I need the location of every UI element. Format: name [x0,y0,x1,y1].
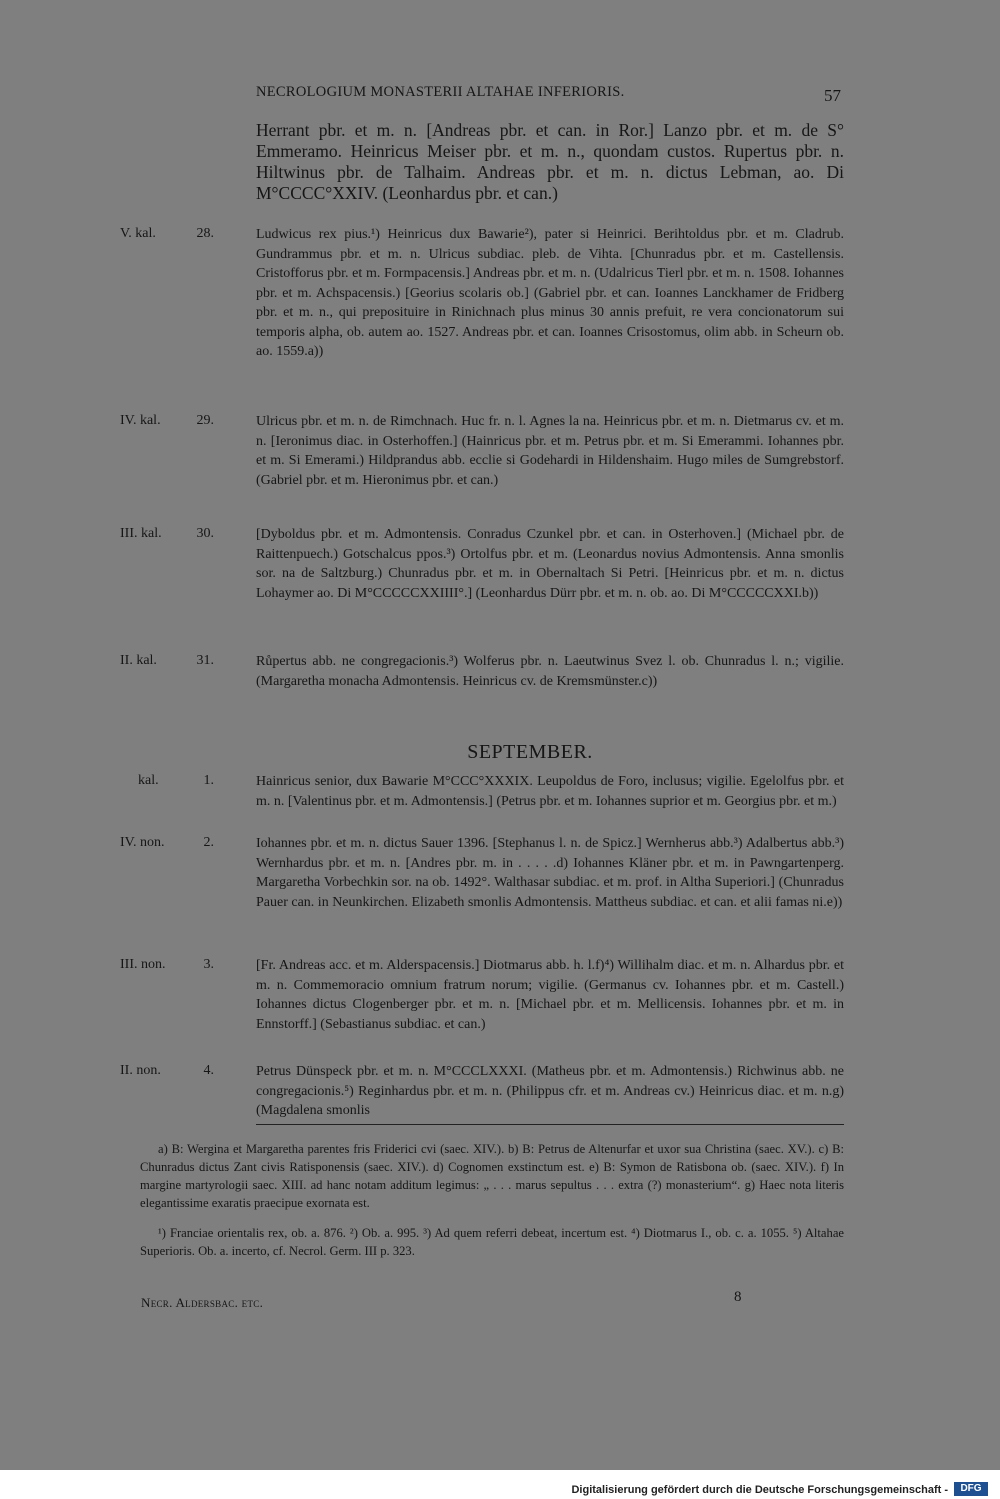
entry-text: Hainricus senior, dux Bawarie M°CCC°XXXIX. Leupoldus de Foro, inclusus; vigilie. Egelolfus pbr. et m. n. [Valentinus pbr. et m. Admontensis.] (Petrus pbr. et m. Iohannes suprior et m. Georgius pbr. et m.) [256,774,844,809]
entry-text: Růpertus abb. ne congregacionis.³) Wolferus pbr. n. Laeutwinus Svez l. ob. Chunradus l. n.; vigilie. (Margaretha monacha Admontensis. Heinricus cv. de Kremsmünster.c)) [256,654,844,689]
day-number: 2. [203,835,214,850]
day-label: kal. [138,773,159,788]
day-label: III. non. [120,957,166,972]
signature-mark: Necr. Aldersbac. etc. [141,1295,264,1310]
page-number: 57 [824,86,841,105]
day-number: 29. [196,413,214,428]
entry-aug-29 [120,412,844,525]
funding-notice: Digitalisierung gefördert durch die Deutsche Forschungsgemeinschaft - [571,1484,948,1496]
entry-sep-2 [120,834,844,956]
entry-text: Petrus Dünspeck pbr. et m. n. M°CCCLXXXI. (Matheus pbr. et m. Admontensis.) Richwinus abb. ne congregacionis.⁵) Reginhardus pbr. et m. n. (Philippus cfr. et m. Andreas cv.) Heinricus diac. et m. n.g) (Magdalena smonlis [256,1064,844,1118]
entry-text: [Fr. Andreas acc. et m. Alderspacensis.] Diotmarus abb. h. l.f)⁴) Willihalm diac. et m. n. Alhardus pbr. et m. n. Commemoracio omnium fratrum norum; vigilie. (Germanus cv. Iohannes pbr. et m. Castell.) Iohannes dictus Clogenberger pbr. et m. n. [Michael pbr. et m. Mellicensis. Iohannes pbr. et m. in Ennstorff.] (Sebastianus subdiac. et can.) [256,958,844,1032]
entry-aug-31 [120,652,844,742]
entry-sep-1 [138,772,844,834]
day-label: V. kal. [120,226,156,241]
footnote-rule [256,1124,844,1125]
entry-text: Iohannes pbr. et m. n. dictus Sauer 1396. [Stephanus l. n. de Spicz.] Wernherus abb.³) Adalbertus abb.³) Wernhardus pbr. et m. n. [Andres pbr. m. in . . . . .d) Iohannes Kläner pbr. et m. in Pawngartenperg. Margaretha Vorbechkin sor. na ob. 1492°. Walthasar subdiac. et m. prof. in Altha Superiori.] (Chunradus Pauer can. in Neunkirchen. Elizabeth smonlis Admontensis. Mattheus subdiac. et can. et alii famas ni.e)) [256,836,844,910]
day-label: IV. non. [120,835,165,850]
continuation-paragraph: Herrant pbr. et m. n. [Andreas pbr. et can. in Ror.] Lanzo pbr. et m. de S° Emmeramo. Heinricus Meiser pbr. et m. n., quondam custos. Rupertus pbr. n. Hiltwinus pbr. de Talhaim. Andreas pbr. et m. n. dictus Lebman, ao. Di M°CCCC°XXIV. (Leonhardus pbr. et can.) [256,120,844,203]
day-number: 3. [203,957,214,972]
month-heading: SEPTEMBER. [467,741,593,763]
day-number: 4. [203,1063,214,1078]
day-number: 31. [196,653,214,668]
main-text [120,120,844,1122]
dfg-logo: DFG [954,1482,988,1496]
entry-aug-30 [120,525,844,652]
entry-sep-3 [120,956,844,1062]
day-label: III. kal. [120,526,162,541]
day-number: 30. [196,526,214,541]
footnotes-numbered: ¹) Franciae orientalis rex, ob. a. 876. ²) Ob. a. 995. ³) Ad quem referri debeat, incertum est. ⁴) Diotmarus I., ob. c. a. 1055. ⁵) Altahae Superioris. Ob. a. incerto, cf. Necrol. Germ. III p. 323. [140,1226,844,1258]
entry-text: [Dyboldus pbr. et m. Admontensis. Conradus Czunkel pbr. et can. in Osterhoven.] (Michael pbr. de Raittenpuech.) Gotschalcus ppos.³) Ortolfus pbr. et m. (Leonardus novius Admontensis. Anna smonlis sor. na de Saltzburg.) Chunradus pbr. et m. in Obernaltach Si Petri. [Heinricus pbr. et m. n. dictus Lohaymer ao. Di M°CCCCCXXIIII°.] (Leonhardus Dürr pbr. et m. n. ob. ao. Di M°CCCCCXXI.b)) [256,527,844,601]
day-label: II. non. [120,1063,161,1078]
entry-aug-28 [120,225,844,412]
day-number: 1. [203,773,214,788]
day-number: 28. [196,226,214,241]
footnotes [140,1140,844,1260]
day-label: IV. kal. [120,413,161,428]
entry-text: Ulricus pbr. et m. n. de Rimchnach. Huc fr. n. l. Agnes la na. Heinricus pbr. et m. n. Dietmarus cv. et m. n. [Ieronimus diac. in Osterhoffen.] (Hainricus pbr. et m. Petrus pbr. et m. Si Emerammi. Iohannes pbr. et m. Si Emerami.) Hildprandus abb. ecclie si Godehardi in Hildenshaim. Hugo miles de Sumgrebstorf. (Gabriel pbr. et m. Hieronimus pbr. et can.) [256,414,844,488]
footnotes-lettered: a) B: Wergina et Margaretha parentes fris Friderici cvi (saec. XIV.). b) B: Petrus de Altenurfar et uxor sua Christina (saec. XV.). c) B: Chunradus dictus Zant civis Ratisponensis (saec. XIV.). d) Cognomen exstinctum est. e) B: Symon de Ratisbona ob. (saec. XIV.). f) In margine martyrologii saec. XIII. ad hanc notam additum legimus: „ . . . marus sepultus . . . extra (?) monasterium“. g) Haec nota literis elegantissime exaratis praecipue exornata est. [140,1142,844,1210]
gathering-number: 8 [734,1289,742,1305]
running-title: NECROLOGIUM MONASTERII ALTAHAE INFERIORIS. [256,84,625,100]
entry-sep-4 [120,1062,844,1122]
entry-text: Ludwicus rex pius.¹) Heinricus dux Bawarie²), pater si Heinrici. Berihtoldus pbr. et m. Cladrub. Gundrammus pbr. et m. n. Ulricus subdiac. pleb. de Vihta. [Chunradus pbr. et m. Castellensis. Cristofforus pbr. et m. Formpacensis.] Andreas pbr. et m. n. (Udalricus Tierl pbr. et m. n. 1508. Iohannes pbr. et m. Achspacensis.) [Georius scolaris ob.] (Gabriel pbr. et can. Ioannes Lanckhamer de Fridberg pbr. et m. n., qui preposituire in Rinichnach plus minus 30 annis prefuit, re vera concionatorum sui temporis alpha, ob. autem ao. 1527. Andreas pbr. et can. Ioannes Crisostomus, olim abb. in Scheurn ob. ao. 1559.a)) [256,227,844,359]
day-label: II. kal. [120,653,157,668]
